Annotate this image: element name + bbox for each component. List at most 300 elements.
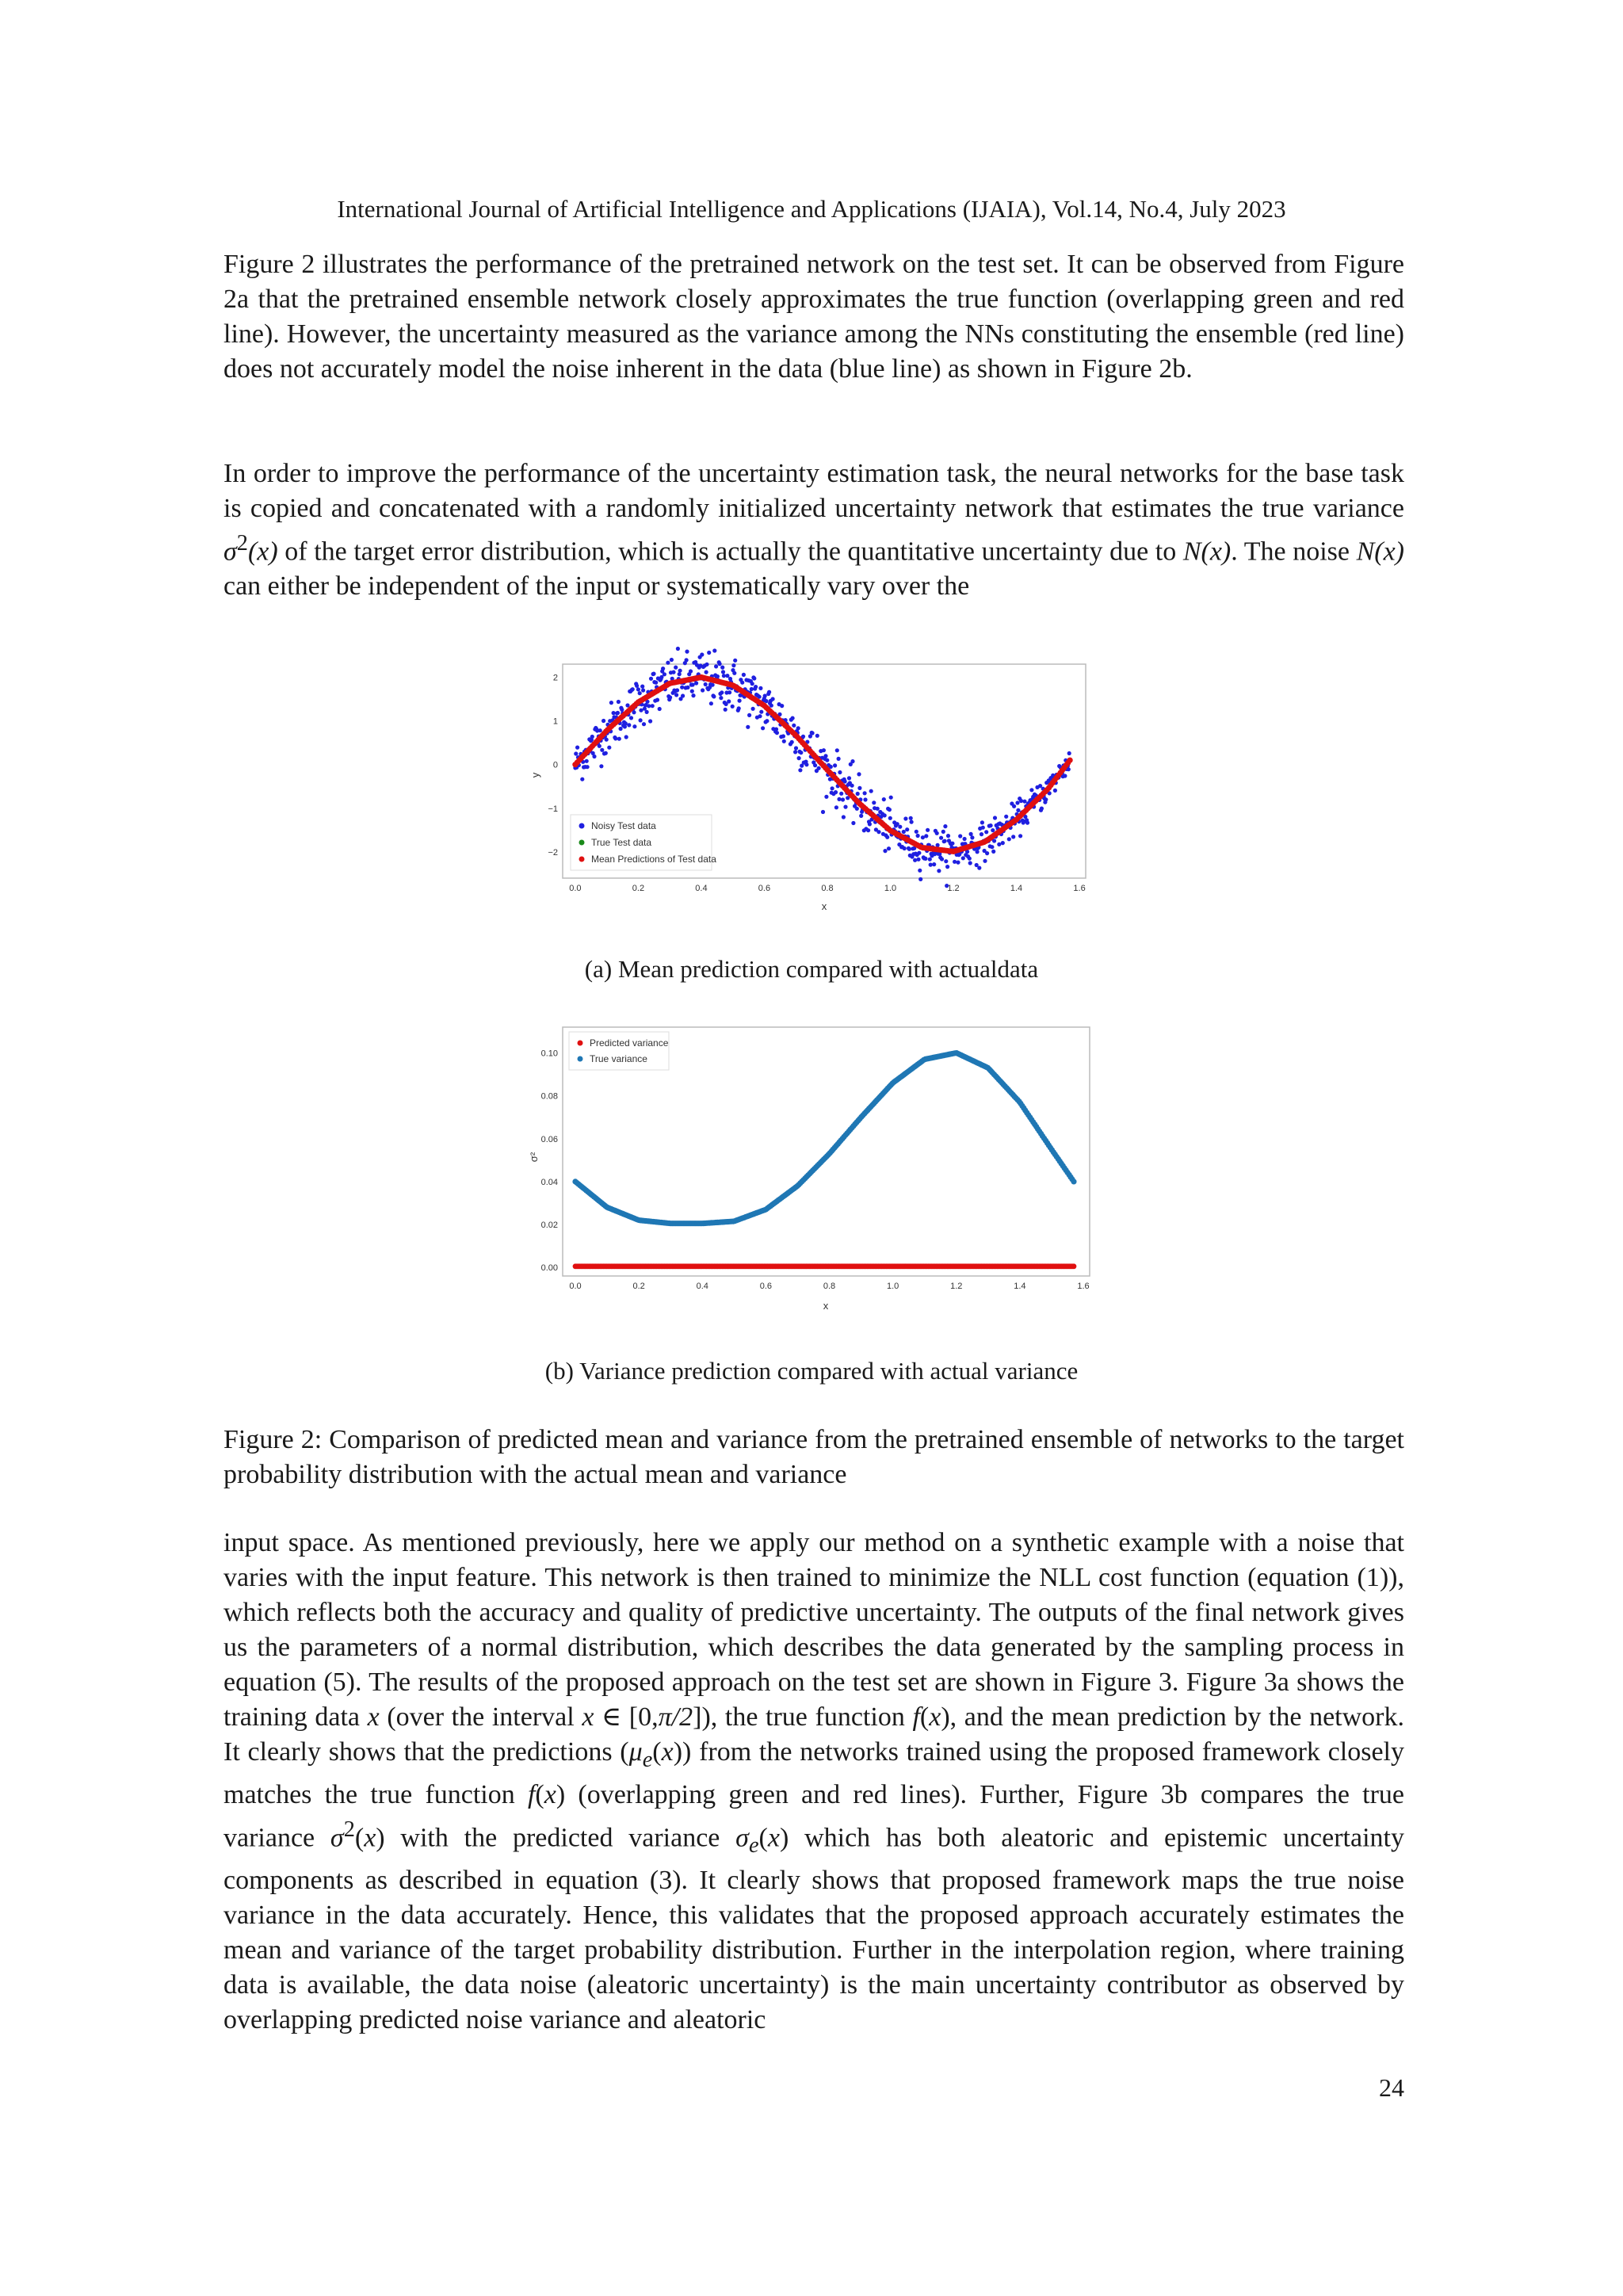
- legend-label-noisy: Noisy Test data: [591, 820, 656, 831]
- noisy-point: [661, 667, 665, 670]
- noisy-point: [838, 770, 842, 774]
- noisy-point: [752, 676, 756, 680]
- noisy-point: [655, 698, 659, 702]
- x-tick-label: 1.4: [1014, 1282, 1026, 1291]
- noisy-point: [780, 704, 784, 708]
- x-tick-label: 0.8: [823, 1282, 836, 1291]
- legend-label-true: True variance: [590, 1053, 647, 1064]
- noisy-point: [794, 746, 798, 750]
- noisy-point: [580, 777, 584, 781]
- legend-marker-true: [578, 1056, 583, 1062]
- noisy-point: [704, 682, 708, 686]
- noisy-point: [709, 701, 713, 705]
- noisy-point: [903, 816, 907, 820]
- x-tick-label: 0.6: [758, 884, 771, 893]
- noisy-point: [976, 850, 980, 854]
- noisy-point: [887, 846, 891, 850]
- noisy-point: [841, 797, 845, 801]
- noisy-point: [817, 766, 821, 770]
- noisy-point: [731, 663, 735, 667]
- noisy-point: [689, 669, 693, 673]
- noisy-point: [1015, 800, 1019, 804]
- noisy-point: [627, 723, 631, 727]
- noisy-point: [943, 839, 947, 843]
- x-tick-label: 1.2: [950, 1282, 963, 1291]
- noisy-point: [759, 710, 763, 714]
- noisy-point: [727, 690, 731, 694]
- noisy-point: [792, 724, 796, 728]
- noisy-point: [804, 762, 808, 766]
- noisy-point: [888, 808, 892, 812]
- noisy-point: [824, 795, 828, 799]
- noisy-point: [731, 705, 735, 709]
- noisy-point: [601, 719, 605, 723]
- noisy-point: [592, 755, 596, 758]
- noisy-point: [793, 750, 797, 754]
- noisy-point: [769, 704, 773, 708]
- noisy-point: [837, 757, 841, 761]
- noisy-point: [681, 693, 685, 697]
- noisy-point: [889, 796, 893, 800]
- noisy-point: [746, 725, 750, 729]
- noisy-point: [685, 686, 689, 690]
- noisy-point: [907, 847, 911, 851]
- noisy-point: [574, 751, 578, 755]
- x-axis-label: x: [823, 1300, 829, 1312]
- noisy-point: [641, 688, 645, 692]
- x-tick-label: 0.2: [632, 1282, 645, 1291]
- noisy-point: [842, 815, 846, 819]
- y-axis-label: σ²: [528, 1152, 540, 1163]
- noisy-point: [1011, 835, 1015, 839]
- noisy-point: [1029, 788, 1033, 792]
- noisy-point: [724, 708, 727, 712]
- noisy-point: [843, 805, 847, 809]
- noisy-point: [915, 830, 918, 834]
- noisy-point: [740, 681, 744, 685]
- noisy-point: [701, 688, 705, 692]
- noisy-point: [635, 684, 639, 688]
- noisy-point: [798, 768, 802, 772]
- noisy-point: [882, 797, 886, 801]
- noisy-point: [923, 857, 927, 861]
- y-tick-label: −1: [548, 804, 558, 814]
- noisy-point: [843, 779, 847, 783]
- figure-2b-chart: [528, 1022, 1102, 1316]
- predicted-variance-series: [573, 1263, 1077, 1269]
- noisy-point: [632, 724, 636, 728]
- noisy-point: [720, 690, 724, 694]
- noisy-point: [910, 820, 914, 824]
- noisy-point: [993, 816, 997, 819]
- y-tick-label: 0.06: [540, 1134, 558, 1144]
- noisy-point: [1004, 815, 1008, 819]
- noisy-point: [909, 816, 913, 820]
- noisy-point: [1016, 808, 1020, 812]
- noisy-point: [711, 683, 715, 687]
- noisy-point: [831, 786, 834, 790]
- noisy-point: [991, 850, 995, 854]
- noisy-point: [722, 674, 726, 678]
- noisy-point: [1012, 804, 1016, 808]
- noisy-point: [991, 828, 995, 832]
- noisy-point: [813, 763, 817, 767]
- noisy-point: [833, 763, 837, 767]
- noisy-point: [599, 764, 603, 768]
- noisy-point: [738, 699, 742, 703]
- noisy-point: [705, 670, 708, 674]
- noisy-point: [980, 820, 984, 824]
- noisy-point: [714, 664, 718, 668]
- noisy-point: [674, 693, 678, 697]
- noisy-point: [678, 672, 682, 676]
- legend: [571, 815, 716, 870]
- x-tick-label: 1.6: [1073, 884, 1086, 893]
- noisy-point: [797, 756, 801, 760]
- noisy-point: [721, 670, 725, 674]
- x-axis-label: x: [821, 900, 827, 912]
- y-tick-label: 0.10: [540, 1049, 558, 1059]
- y-tick-label: −2: [548, 847, 558, 858]
- noisy-point: [700, 652, 704, 656]
- noisy-point: [716, 674, 720, 678]
- paragraph-2: In order to improve the performance of the uncertainty estimation task, the neural networks for the base task is copied and concatenated with a randomly initialized uncertainty network that estimates the true variance $\sigma^2(x)$ of the target error distribution, which is actually the quantitative uncertainty due to N(x). The noise N(x) can either be independent of the input or systematically vary over the: [223, 459, 1404, 602]
- noisy-point: [754, 685, 758, 689]
- noisy-point: [674, 666, 678, 670]
- noisy-point: [1044, 797, 1048, 801]
- noisy-point: [961, 856, 965, 860]
- x-tick-label: 0.0: [569, 884, 582, 893]
- noisy-point: [1040, 807, 1044, 811]
- noisy-point: [651, 672, 655, 676]
- noisy-point: [671, 670, 675, 674]
- noisy-point: [765, 719, 769, 723]
- x-tick-label: 1.2: [947, 884, 960, 893]
- noisy-point: [737, 706, 741, 710]
- noisy-point: [651, 704, 655, 708]
- x-tick-label: 0.2: [632, 884, 645, 893]
- noisy-point: [839, 792, 843, 796]
- noisy-point: [648, 719, 652, 723]
- noisy-point: [857, 772, 861, 776]
- noisy-point: [771, 697, 775, 701]
- noisy-point: [733, 659, 737, 663]
- noisy-point: [835, 748, 839, 752]
- noisy-point: [663, 672, 666, 676]
- noisy-point: [950, 842, 954, 846]
- legend-marker-noisy: [579, 823, 585, 829]
- noisy-point: [825, 758, 829, 762]
- noisy-point: [883, 849, 887, 853]
- page-number: 24: [1379, 2073, 1404, 2102]
- noisy-point: [612, 711, 616, 715]
- noisy-point: [905, 827, 909, 831]
- noisy-point: [670, 658, 674, 662]
- noisy-point: [727, 699, 731, 703]
- noisy-point: [939, 836, 943, 840]
- noisy-point: [847, 776, 851, 780]
- noisy-point: [774, 728, 778, 732]
- noisy-point: [638, 691, 642, 695]
- noisy-point: [658, 707, 662, 711]
- caption-2b: (b) Variance prediction compared with actual variance: [544, 1357, 1079, 1385]
- x-tick-label: 0.0: [569, 1282, 582, 1291]
- noisy-point: [937, 869, 941, 873]
- legend: [569, 1032, 669, 1070]
- noisy-point: [926, 828, 930, 832]
- legend-label-pred: Mean Predictions of Test data: [591, 854, 716, 865]
- noisy-point: [604, 751, 608, 755]
- noisy-point: [1019, 799, 1023, 803]
- noisy-point: [985, 851, 989, 855]
- noisy-point: [725, 674, 729, 678]
- legend-marker-pred: [579, 857, 585, 862]
- x-tick-label: 1.0: [886, 1282, 899, 1291]
- noisy-point: [859, 814, 863, 818]
- noisy-point: [823, 754, 827, 758]
- noisy-point: [1053, 789, 1057, 793]
- noisy-point: [1007, 837, 1011, 841]
- noisy-point: [822, 748, 826, 752]
- noisy-point: [917, 851, 921, 855]
- noisy-point: [815, 734, 819, 738]
- prediction-point: [1067, 758, 1073, 763]
- noisy-point: [763, 693, 767, 697]
- noisy-point: [720, 666, 724, 670]
- noisy-point: [1001, 841, 1005, 845]
- x-tick-label: 0.8: [821, 884, 834, 893]
- noisy-point: [767, 690, 771, 694]
- x-tick-label: 0.6: [759, 1282, 773, 1291]
- noisy-point: [876, 830, 880, 834]
- legend-marker-true: [579, 840, 585, 846]
- noisy-point: [645, 710, 649, 714]
- noisy-point: [855, 807, 859, 811]
- noisy-point: [676, 647, 680, 651]
- noisy-point: [585, 759, 589, 763]
- figure-2a-chart: [531, 658, 1102, 931]
- noisy-point: [790, 740, 794, 744]
- noisy-point: [968, 857, 972, 861]
- noisy-point: [863, 791, 867, 795]
- noisy-point: [968, 861, 972, 865]
- noisy-point: [590, 735, 594, 739]
- noisy-point: [918, 869, 922, 873]
- noisy-point: [678, 669, 682, 673]
- noisy-point: [984, 830, 988, 834]
- noisy-point: [834, 790, 838, 794]
- x-tick-label: 1.6: [1077, 1282, 1090, 1291]
- noisy-point: [913, 858, 917, 862]
- noisy-point: [609, 701, 613, 705]
- noisy-point: [980, 832, 983, 836]
- noisy-point: [851, 821, 855, 825]
- noisy-point: [586, 765, 590, 769]
- noisy-point: [869, 789, 873, 793]
- noisy-point: [718, 662, 722, 666]
- noisy-point: [764, 699, 768, 703]
- noisy-point: [705, 663, 708, 667]
- noisy-point: [750, 687, 754, 691]
- noisy-point: [945, 865, 949, 869]
- noisy-point: [624, 721, 628, 725]
- noisy-point: [946, 834, 950, 838]
- y-tick-label: 0.00: [540, 1263, 558, 1274]
- noisy-point: [613, 736, 617, 740]
- noisy-point: [761, 726, 765, 730]
- noisy-point: [989, 823, 993, 827]
- noisy-point: [857, 786, 861, 790]
- noisy-point: [799, 751, 803, 755]
- true-variance-point: [1071, 1179, 1076, 1184]
- noisy-point: [863, 797, 867, 801]
- noisy-point: [796, 726, 800, 730]
- noisy-point: [970, 835, 974, 839]
- noisy-point: [631, 687, 635, 691]
- noisy-point: [742, 673, 746, 677]
- legend-marker-predicted: [578, 1041, 583, 1046]
- noisy-point: [719, 696, 723, 700]
- noisy-point: [885, 835, 889, 839]
- x-tick-label: 1.4: [1010, 884, 1023, 893]
- noisy-point: [690, 690, 694, 693]
- noisy-point: [929, 863, 933, 867]
- noisy-point: [624, 735, 628, 739]
- noisy-point: [639, 718, 643, 722]
- noisy-point: [620, 708, 624, 712]
- noisy-point: [940, 857, 944, 861]
- noisy-point: [928, 858, 932, 861]
- noisy-point: [750, 682, 754, 686]
- noisy-point: [837, 797, 841, 801]
- y-axis-label: y: [529, 772, 541, 778]
- noisy-point: [1022, 800, 1026, 804]
- noisy-point: [856, 792, 860, 796]
- legend-label-true: True Test data: [591, 837, 652, 848]
- noisy-point: [666, 661, 670, 665]
- noisy-point: [888, 816, 892, 820]
- noisy-point: [1063, 774, 1067, 777]
- noisy-point: [685, 650, 689, 654]
- noisy-point: [619, 727, 623, 731]
- noisy-point: [747, 713, 751, 717]
- noisy-point: [685, 658, 689, 662]
- noisy-point: [691, 693, 695, 697]
- y-tick-label: 2: [552, 673, 558, 683]
- noisy-point: [600, 748, 604, 752]
- noisy-point: [801, 735, 805, 739]
- noisy-point: [977, 866, 981, 870]
- noisy-point: [953, 860, 957, 864]
- noisy-point: [654, 681, 658, 685]
- noisy-point: [834, 805, 838, 809]
- paragraph-3: input space. As mentioned previously, here we apply our method on a synthetic example with a noise that varies with the input feature. This network is then trained to minimize the NLL cost function (equation (1)), which reflects both the accuracy and quality of predictive uncertainty. The outputs of the final network gives us the parameters of a normal distribution, which describes the data generated by the sampling process in equation (5). The results of the proposed approach on the test set are shown in Figure 3. Figure 3a shows the training data x (over the interval x ∈ [0,π/2]), the true function f(x), and the mean prediction by the network. It clearly shows that the predictions $(\mu_e(x))$ from the networks trained using the proposed framework closely matches the true function f(x) (overlapping green and red lines). Further, Figure 3b compares the true variance $\sigma^2(x)$ with the predicted variance $\sigma_e(x)$ which has both aleatoric and epistemic uncertainty components as described in equation (3). It clearly shows that proposed framework maps the true noise variance in the data accurately. Hence, this validates that the proposed approach accurately estimates the mean and variance of the target probability distribution. Further in the interpolation region, where training data is available, the data noise (aleatoric uncertainty) is the main uncertainty contributor as observed by overlapping predicted noise variance and aleatoric: [223, 1528, 1404, 2034]
- noisy-point: [941, 830, 945, 834]
- noisy-point: [675, 688, 679, 692]
- y-tick-label: 0.08: [540, 1091, 558, 1102]
- noisy-point: [598, 744, 601, 748]
- noisy-point: [956, 861, 960, 865]
- noisy-point: [605, 738, 609, 742]
- noisy-point: [712, 694, 716, 698]
- noisy-point: [866, 828, 870, 832]
- noisy-point: [997, 842, 1001, 846]
- noisy-point: [872, 800, 876, 804]
- noisy-point: [649, 677, 653, 681]
- noisy-point: [821, 810, 825, 814]
- noisy-point: [943, 824, 947, 828]
- noisy-point: [969, 832, 973, 836]
- noisy-point: [935, 831, 939, 835]
- noisy-point: [903, 846, 907, 850]
- noisy-point: [616, 711, 620, 715]
- noisy-point: [963, 837, 967, 841]
- noisy-point: [1025, 821, 1029, 825]
- noisy-point: [902, 830, 906, 834]
- noisy-point: [598, 728, 602, 732]
- noisy-point: [932, 862, 936, 866]
- noisy-point: [629, 716, 633, 720]
- y-tick-label: 0.04: [540, 1177, 558, 1187]
- y-tick-label: 0: [552, 760, 558, 770]
- noisy-point: [636, 687, 640, 691]
- noisy-point: [876, 807, 880, 811]
- noisy-point: [1018, 834, 1022, 838]
- x-tick-label: 1.0: [884, 884, 897, 893]
- noisy-point: [642, 722, 646, 726]
- noisy-point: [791, 716, 795, 720]
- noisy-point: [694, 681, 698, 685]
- noisy-point: [758, 714, 762, 718]
- noisy-point: [680, 686, 684, 690]
- noisy-point: [918, 877, 922, 881]
- noisy-point: [640, 685, 644, 689]
- noisy-point: [775, 731, 779, 735]
- noisy-point: [958, 834, 962, 838]
- noisy-point: [758, 686, 762, 690]
- noisy-point: [868, 822, 872, 826]
- noisy-point: [916, 858, 920, 861]
- noisy-point: [732, 671, 736, 675]
- figure-2-caption: Figure 2: Comparison of predicted mean and variance from the pretrained ensemble of networks to the target probability distribution with the actual mean and variance: [223, 1425, 1404, 1489]
- noisy-point: [668, 695, 672, 699]
- x-tick-label: 0.4: [695, 884, 708, 893]
- y-tick-label: 0.02: [540, 1221, 558, 1231]
- noisy-point: [781, 734, 785, 738]
- noisy-point: [944, 859, 948, 863]
- paragraph-1: Figure 2 illustrates the performance of the pretrained network on the test set. It can be observed from Figure 2a that the pretrained ensemble network closely approximates the true function (overlapping green and red line). However, the uncertainty measured as the variance among the NNs constituting the ensemble (red line) does not accurately model the noise inherent in the data (blue line) as shown in Figure 2b.: [223, 250, 1404, 384]
- noisy-point: [712, 648, 716, 652]
- noisy-point: [983, 859, 987, 863]
- y-tick-label: 1: [552, 716, 558, 727]
- noisy-point: [607, 746, 611, 750]
- x-tick-label: 0.4: [696, 1282, 708, 1291]
- noisy-point: [883, 813, 887, 817]
- noisy-point: [782, 739, 786, 743]
- noisy-point: [751, 707, 755, 711]
- legend-label-predicted: Predicted variance: [590, 1037, 669, 1049]
- journal-header: International Journal of Artificial Intelligence and Applications (IJAIA), Vol.14, No.4, July 2023: [337, 195, 1286, 223]
- noisy-point: [575, 746, 579, 750]
- noisy-point: [617, 737, 621, 741]
- noisy-point: [691, 682, 695, 686]
- noisy-point: [850, 784, 854, 788]
- noisy-point: [990, 845, 994, 849]
- noisy-point: [1067, 751, 1071, 755]
- noisy-point: [924, 834, 928, 838]
- noisy-point: [811, 731, 815, 735]
- caption-2a: (a) Mean prediction compared with actualdata: [584, 955, 1039, 983]
